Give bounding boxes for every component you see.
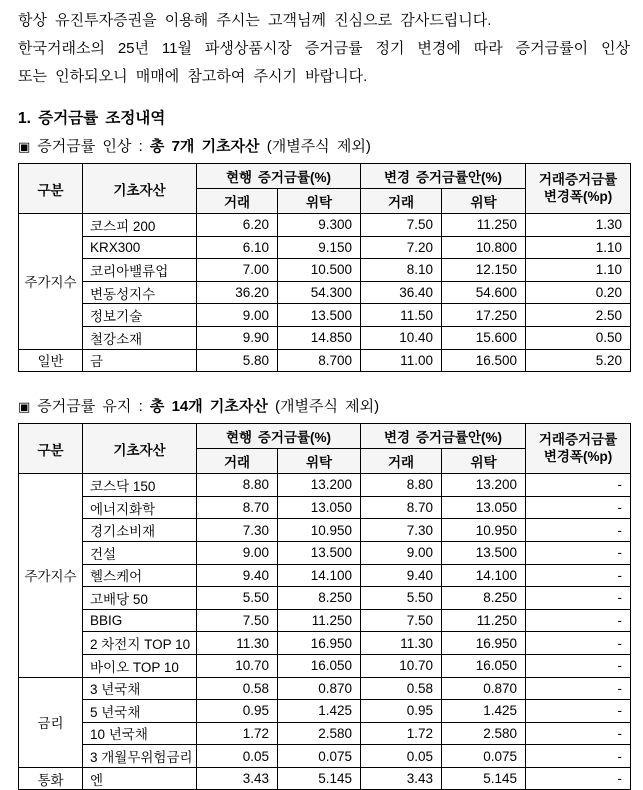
current-consign-cell: 8.250	[278, 587, 361, 610]
change-width-cell: 1.30	[526, 214, 631, 237]
table2-caption	[18, 395, 630, 416]
asset-cell: KRX300	[83, 236, 197, 259]
table2-caption-count: 총 14개 기초자산	[149, 398, 268, 416]
table-row	[19, 326, 631, 349]
section-title: 1. 증거금률 조정내역	[18, 110, 166, 127]
current-trade-cell: 7.50	[197, 609, 278, 632]
table-row	[19, 304, 631, 327]
change-width-cell: -	[526, 519, 631, 542]
current-trade-cell: 3.43	[197, 767, 278, 790]
current-trade-cell: 8.70	[197, 496, 278, 519]
current-consign-cell: 0.075	[278, 745, 361, 768]
table-row	[19, 609, 631, 632]
new-trade-cell: 1.72	[361, 722, 442, 745]
header-group: 구분	[19, 424, 83, 474]
table-row	[19, 587, 631, 610]
asset-cell: 정보기술	[83, 304, 197, 327]
new-consign-cell: 2.580	[442, 722, 526, 745]
current-consign-cell: 2.580	[278, 722, 361, 745]
header-change-width-line2: 변경폭(%p)	[543, 188, 613, 204]
table2-caption-text: 증거금률 유지 :	[37, 398, 150, 416]
current-trade-cell: 9.90	[197, 326, 278, 349]
current-consign-cell: 9.300	[278, 214, 361, 237]
current-trade-cell: 0.58	[197, 677, 278, 700]
new-consign-cell: 1.425	[442, 700, 526, 723]
new-trade-cell: 9.00	[361, 541, 442, 564]
new-consign-cell: 16.950	[442, 632, 526, 655]
new-trade-cell: 8.80	[361, 474, 442, 497]
new-consign-cell: 16.500	[442, 349, 526, 372]
asset-cell: 코리아밸류업	[83, 259, 197, 282]
current-consign-cell: 13.200	[278, 474, 361, 497]
asset-cell: 3 개월무위험금리	[83, 745, 197, 768]
asset-cell: 경기소비재	[83, 519, 197, 542]
new-trade-cell: 5.50	[361, 587, 442, 610]
current-consign-cell: 13.500	[278, 541, 361, 564]
new-trade-cell: 0.05	[361, 745, 442, 768]
table-row	[19, 496, 631, 519]
margin-increase-table	[18, 163, 631, 372]
new-consign-cell: 11.250	[442, 609, 526, 632]
table-row	[19, 214, 631, 237]
new-trade-cell: 0.95	[361, 700, 442, 723]
new-consign-cell: 10.950	[442, 519, 526, 542]
current-trade-cell: 1.72	[197, 722, 278, 745]
new-consign-cell: 12.150	[442, 259, 526, 282]
new-consign-cell: 0.870	[442, 677, 526, 700]
current-consign-cell: 16.950	[278, 632, 361, 655]
new-consign-cell: 8.250	[442, 587, 526, 610]
table2-caption-suffix: (개별주식 제외)	[267, 398, 380, 416]
current-trade-cell: 5.50	[197, 587, 278, 610]
current-consign-cell: 8.700	[278, 349, 361, 372]
current-consign-cell: 0.870	[278, 677, 361, 700]
table-row	[19, 654, 631, 677]
current-consign-cell: 13.050	[278, 496, 361, 519]
table-row	[19, 541, 631, 564]
new-trade-cell: 11.30	[361, 632, 442, 655]
change-width-cell: -	[526, 609, 631, 632]
table1-caption	[18, 135, 630, 156]
change-width-cell: -	[526, 587, 631, 610]
header-asset: 기초자산	[83, 424, 197, 474]
header-current-trade: 거래	[197, 449, 278, 474]
margin-unchanged-table	[18, 423, 631, 790]
current-trade-cell: 8.80	[197, 474, 278, 497]
square-bullet-icon: ▣	[18, 139, 31, 154]
current-trade-cell: 6.10	[197, 236, 278, 259]
category-cell: 주가지수	[19, 214, 83, 350]
table1-body	[19, 214, 631, 372]
new-trade-cell: 7.30	[361, 519, 442, 542]
new-consign-cell: 14.100	[442, 564, 526, 587]
change-width-cell: 2.50	[526, 304, 631, 327]
header-change-width	[526, 164, 631, 214]
current-trade-cell: 0.95	[197, 700, 278, 723]
asset-cell: 10 년국채	[83, 722, 197, 745]
change-width-cell: 0.50	[526, 326, 631, 349]
new-trade-cell: 10.40	[361, 326, 442, 349]
intro-paragraph	[18, 7, 630, 91]
current-trade-cell: 0.05	[197, 745, 278, 768]
new-trade-cell: 11.00	[361, 349, 442, 372]
table1-header	[19, 164, 631, 214]
change-width-cell: 1.10	[526, 259, 631, 282]
current-consign-cell: 9.150	[278, 236, 361, 259]
change-width-cell: -	[526, 767, 631, 790]
new-consign-cell: 13.050	[442, 496, 526, 519]
new-consign-cell: 16.050	[442, 654, 526, 677]
asset-cell: 헬스케어	[83, 564, 197, 587]
change-width-cell: -	[526, 745, 631, 768]
intro-line-3: 또는 인하되오니 매매에 참고하여 주시기 바랍니다.	[18, 68, 368, 85]
intro-line-2: 한국거래소의 25년 11월 파생상품시장 증거금률 정기 변경에 따라 증거금률이 인상	[18, 40, 630, 57]
change-width-cell: -	[526, 474, 631, 497]
change-width-cell: -	[526, 632, 631, 655]
current-consign-cell: 14.850	[278, 326, 361, 349]
new-consign-cell: 54.600	[442, 281, 526, 304]
change-width-cell: 1.10	[526, 236, 631, 259]
header-change-width-line1: 거래증거금률	[538, 431, 618, 447]
table-row	[19, 722, 631, 745]
current-consign-cell: 11.250	[278, 609, 361, 632]
new-trade-cell: 11.50	[361, 304, 442, 327]
header-current-consign: 위탁	[278, 449, 361, 474]
table-row	[19, 745, 631, 768]
new-consign-cell: 0.075	[442, 745, 526, 768]
header-change-width-line2: 변경폭(%p)	[543, 448, 613, 464]
change-width-cell: 5.20	[526, 349, 631, 372]
change-width-cell: -	[526, 496, 631, 519]
header-current-trade: 거래	[197, 189, 278, 214]
asset-cell: 금	[83, 349, 197, 372]
asset-cell: 2 차전지 TOP 10	[83, 632, 197, 655]
header-new-trade: 거래	[361, 449, 442, 474]
new-consign-cell: 15.600	[442, 326, 526, 349]
new-trade-cell: 0.58	[361, 677, 442, 700]
new-trade-cell: 8.10	[361, 259, 442, 282]
new-trade-cell: 9.40	[361, 564, 442, 587]
new-consign-cell: 17.250	[442, 304, 526, 327]
asset-cell: 코스피 200	[83, 214, 197, 237]
table1-caption-suffix: (개별주식 제외)	[259, 138, 371, 155]
table-row	[19, 474, 631, 497]
asset-cell: 코스닥 150	[83, 474, 197, 497]
table1-caption-count: 총 7개 기초자산	[149, 138, 260, 155]
category-cell: 금리	[19, 677, 83, 767]
current-consign-cell: 10.950	[278, 519, 361, 542]
category-cell: 주가지수	[19, 474, 83, 677]
change-width-cell: -	[526, 654, 631, 677]
current-trade-cell: 9.00	[197, 304, 278, 327]
current-consign-cell: 16.050	[278, 654, 361, 677]
current-trade-cell: 7.30	[197, 519, 278, 542]
asset-cell: 철강소재	[83, 326, 197, 349]
header-group: 구분	[19, 164, 83, 214]
table-row	[19, 632, 631, 655]
current-consign-cell: 10.500	[278, 259, 361, 282]
new-consign-cell: 5.145	[442, 767, 526, 790]
asset-cell: 고배당 50	[83, 587, 197, 610]
current-consign-cell: 5.145	[278, 767, 361, 790]
table2-body	[19, 474, 631, 790]
new-trade-cell: 7.50	[361, 609, 442, 632]
asset-cell: 건설	[83, 541, 197, 564]
table-row	[19, 677, 631, 700]
asset-cell: 5 년국채	[83, 700, 197, 723]
change-width-cell: -	[526, 564, 631, 587]
asset-cell: 바이오 TOP 10	[83, 654, 197, 677]
square-bullet-icon: ▣	[18, 399, 31, 415]
header-changed: 변경 증거금률안(%)	[361, 424, 526, 449]
header-change-width-line1: 거래증거금률	[538, 171, 618, 187]
current-consign-cell: 13.500	[278, 304, 361, 327]
header-new-trade: 거래	[361, 189, 442, 214]
current-consign-cell: 14.100	[278, 564, 361, 587]
current-trade-cell: 11.30	[197, 632, 278, 655]
new-trade-cell: 3.43	[361, 767, 442, 790]
current-trade-cell: 7.00	[197, 259, 278, 282]
new-trade-cell: 7.50	[361, 214, 442, 237]
change-width-cell: -	[526, 677, 631, 700]
asset-cell: 3 년국채	[83, 677, 197, 700]
table2-header	[19, 424, 631, 474]
header-changed: 변경 증거금률안(%)	[361, 164, 526, 189]
header-asset: 기초자산	[83, 164, 197, 214]
new-consign-cell: 13.200	[442, 474, 526, 497]
asset-cell: BBIG	[83, 609, 197, 632]
table-row	[19, 236, 631, 259]
new-trade-cell: 8.70	[361, 496, 442, 519]
category-cell: 통화	[19, 767, 83, 790]
change-width-cell: -	[526, 722, 631, 745]
current-trade-cell: 9.40	[197, 564, 278, 587]
header-current: 현행 증거금률(%)	[197, 164, 361, 189]
current-trade-cell: 6.20	[197, 214, 278, 237]
current-consign-cell: 54.300	[278, 281, 361, 304]
current-consign-cell: 1.425	[278, 700, 361, 723]
table-row	[19, 564, 631, 587]
change-width-cell: -	[526, 700, 631, 723]
table1-caption-text: 증거금률 인상 :	[37, 138, 150, 155]
header-new-consign: 위탁	[442, 189, 526, 214]
asset-cell: 변동성지수	[83, 281, 197, 304]
table-row	[19, 700, 631, 723]
category-cell: 일반	[19, 349, 83, 372]
asset-cell: 엔	[83, 767, 197, 790]
new-trade-cell: 10.70	[361, 654, 442, 677]
table-row	[19, 259, 631, 282]
header-current-consign: 위탁	[278, 189, 361, 214]
current-trade-cell: 9.00	[197, 541, 278, 564]
current-trade-cell: 5.80	[197, 349, 278, 372]
new-consign-cell: 10.800	[442, 236, 526, 259]
change-width-cell: 0.20	[526, 281, 631, 304]
table-row	[19, 767, 631, 790]
current-trade-cell: 36.20	[197, 281, 278, 304]
header-new-consign: 위탁	[442, 449, 526, 474]
new-consign-cell: 13.500	[442, 541, 526, 564]
asset-cell: 에너지화학	[83, 496, 197, 519]
table-row	[19, 519, 631, 542]
new-trade-cell: 36.40	[361, 281, 442, 304]
intro-line-1: 항상 유진투자증권을 이용해 주시는 고객님께 진심으로 감사드립니다.	[18, 12, 492, 29]
header-current: 현행 증거금률(%)	[197, 424, 361, 449]
table-row	[19, 281, 631, 304]
current-trade-cell: 10.70	[197, 654, 278, 677]
change-width-cell: -	[526, 541, 631, 564]
table-row	[19, 349, 631, 372]
new-consign-cell: 11.250	[442, 214, 526, 237]
new-trade-cell: 7.20	[361, 236, 442, 259]
header-change-width	[526, 424, 631, 474]
